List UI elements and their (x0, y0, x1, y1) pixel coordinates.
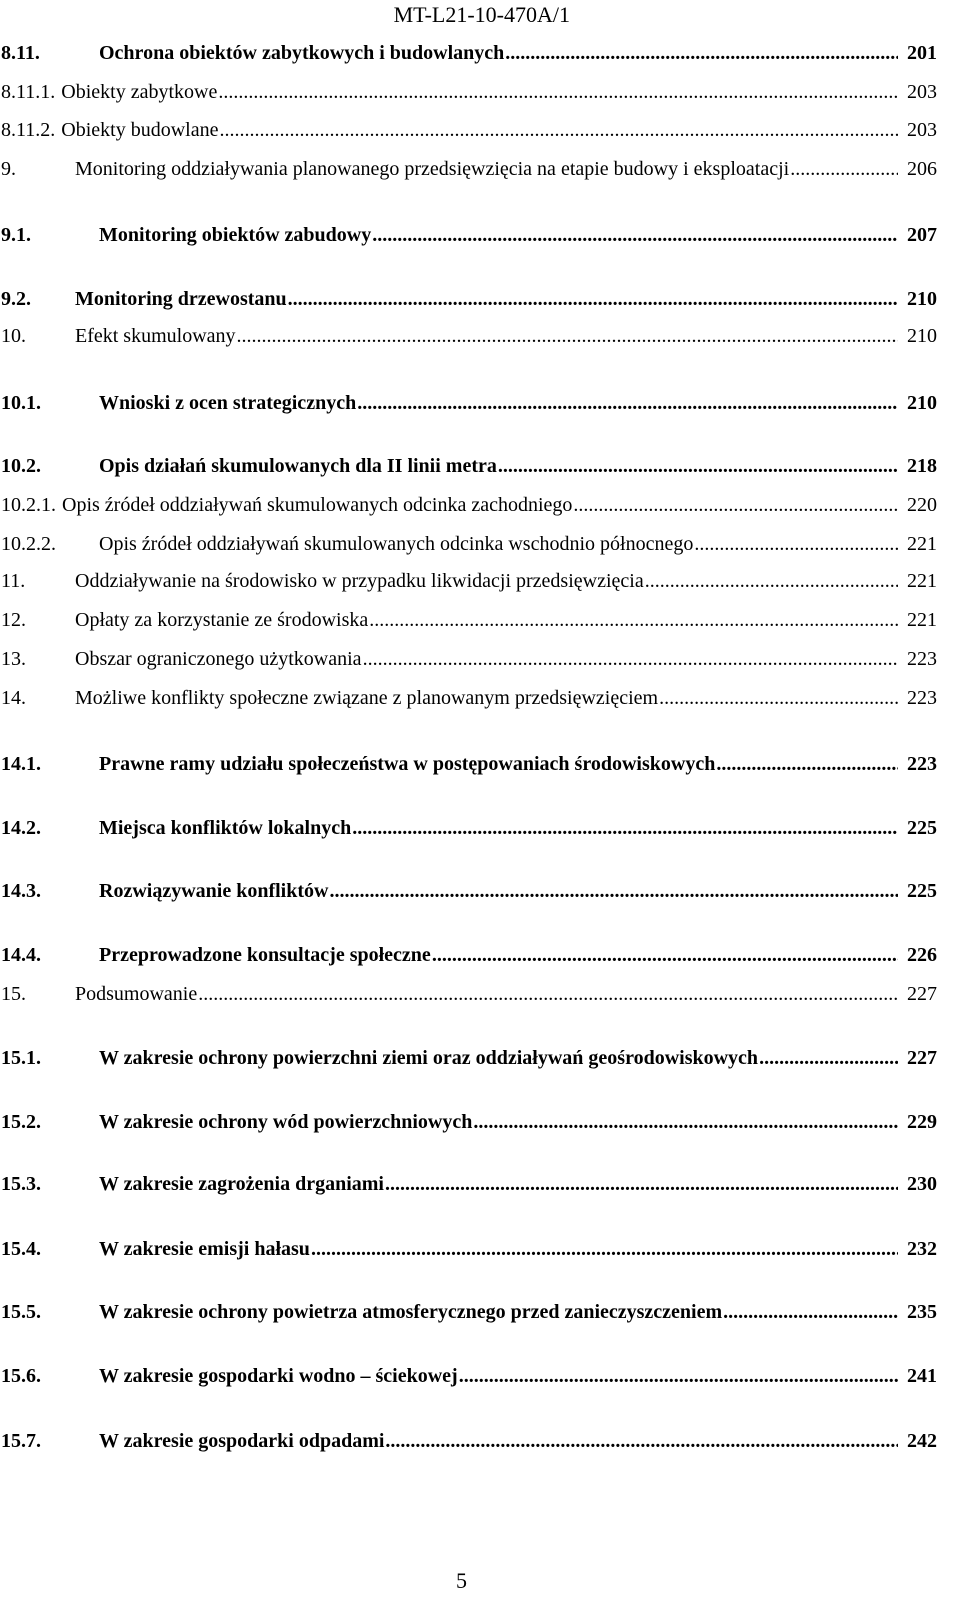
toc-title-line (75, 322, 900, 350)
toc-entry[interactable] (0, 491, 960, 519)
toc-entry[interactable] (0, 814, 960, 842)
toc-title-line (1, 491, 900, 519)
toc-dot-leader (219, 116, 898, 144)
toc-title-line (99, 1108, 900, 1136)
toc-page-number: 220 (907, 494, 937, 516)
toc-page-number: 242 (907, 1430, 937, 1452)
toc-dot-leader (790, 155, 898, 183)
toc-section-number: 14.1. (1, 753, 41, 775)
toc-section-number: 14.2. (1, 817, 41, 839)
toc-section-title: W zakresie zagrożenia drganiami (99, 1173, 384, 1195)
toc-section-title: Monitoring obiektów zabudowy (99, 224, 372, 246)
toc-dot-leader (198, 980, 898, 1008)
toc-section-title: W zakresie ochrony powierzchni ziemi oraz oddziaływań geośrodowiskowych (99, 1047, 759, 1069)
toc-title-line (99, 877, 900, 905)
toc-title-line (99, 452, 900, 480)
toc-entry[interactable] (0, 1170, 960, 1198)
toc-dot-leader (505, 39, 898, 67)
toc-section-number: 15.5. (1, 1301, 41, 1323)
toc-page-number: 221 (907, 533, 937, 555)
toc-section-title: Ochrona obiektów zabytkowych i budowlanych (99, 42, 505, 64)
toc-dot-leader (372, 221, 898, 249)
toc-section-number: 10. (1, 325, 26, 347)
toc-section-title: Opłaty za korzystanie ze środowiska (75, 609, 369, 631)
toc-entry[interactable] (0, 1362, 960, 1390)
toc-title-line (99, 530, 900, 558)
toc-section-number: 14.4. (1, 944, 41, 966)
toc-dot-leader (573, 491, 898, 519)
toc-section-number: 15.7. (1, 1430, 41, 1452)
toc-section-title: W zakresie gospodarki odpadami (99, 1430, 385, 1452)
toc-entry[interactable] (0, 78, 960, 106)
toc-section-number: 8.11.1. (1, 81, 56, 103)
toc-dot-leader (218, 78, 898, 106)
toc-title-line (75, 606, 900, 634)
toc-entry[interactable] (0, 322, 960, 350)
toc-title-line (99, 1044, 900, 1072)
toc-section-number: 14.3. (1, 880, 41, 902)
toc-page-number: 241 (907, 1365, 937, 1387)
toc-entry[interactable] (0, 567, 960, 595)
toc-entry[interactable] (0, 750, 960, 778)
toc-dot-leader (237, 322, 898, 350)
toc-page-number: 203 (907, 81, 937, 103)
toc-title-line (75, 980, 900, 1008)
toc-title-line (75, 567, 900, 595)
toc-page-number: 226 (907, 944, 937, 966)
toc-page-number: 232 (907, 1238, 937, 1260)
toc-section-title: Oddziaływanie na środowisko w przypadku likwidacji przedsięwzięcia (75, 570, 644, 592)
toc-title-line (75, 285, 900, 313)
toc-section-number: 13. (1, 648, 26, 670)
toc-entry[interactable] (0, 155, 960, 183)
toc-entry[interactable] (0, 389, 960, 417)
toc-section-title: Prawne ramy udziału społeczeństwa w postępowaniach środowiskowych (99, 753, 716, 775)
toc-section-title: Wnioski z ocen strategicznych (99, 392, 357, 414)
toc-dot-leader (645, 567, 898, 595)
toc-section-number: 11. (1, 570, 26, 592)
toc-section-title: Przeprowadzone konsultacje społeczne (99, 944, 431, 966)
toc-dot-leader (459, 1362, 898, 1390)
toc-title-line (75, 684, 900, 712)
toc-page-number: 223 (907, 753, 937, 775)
toc-section-number: 8.11. (1, 42, 40, 64)
toc-title-line (99, 1170, 900, 1198)
toc-page-number: 223 (907, 687, 937, 709)
toc-title-line (75, 645, 900, 673)
toc-page-number: 225 (907, 880, 937, 902)
toc-dot-leader (723, 1298, 898, 1326)
toc-page-number: 201 (907, 42, 937, 64)
toc-title-line (99, 750, 900, 778)
toc-section-number: 15.1. (1, 1047, 41, 1069)
toc-dot-leader (473, 1108, 898, 1136)
toc-entry[interactable] (0, 606, 960, 634)
toc-title-line (99, 1235, 900, 1263)
toc-section-title: Obszar ograniczonego użytkowania (75, 648, 362, 670)
page-number: 5 (456, 1568, 467, 1593)
toc-entry[interactable] (0, 530, 960, 558)
toc-section-number: 15. (1, 983, 26, 1005)
toc-section-number: 10.1. (1, 392, 41, 414)
toc-dot-leader (432, 941, 898, 969)
toc-dot-leader (329, 877, 898, 905)
toc-page-number: 235 (907, 1301, 937, 1323)
toc-entry[interactable] (0, 684, 960, 712)
toc-entry[interactable] (0, 39, 960, 67)
toc-section-number: 15.3. (1, 1173, 41, 1195)
toc-page-number: 210 (907, 288, 937, 310)
toc-section-number: 9.1. (1, 224, 31, 246)
toc-section-title: Możliwe konflikty społeczne związane z planowanym przedsięwzięciem (75, 687, 659, 709)
toc-section-number: 8.11.2. (1, 119, 56, 141)
toc-entry[interactable] (0, 452, 960, 480)
toc-section-title: Monitoring oddziaływania planowanego przedsięwzięcia na etapie budowy i eksploatacji (75, 158, 790, 180)
toc-section-title: W zakresie ochrony wód powierzchniowych (99, 1111, 473, 1133)
toc-title-line (99, 39, 900, 67)
toc-title-line (75, 155, 900, 183)
toc-title-line (1, 116, 900, 144)
toc-dot-leader (311, 1235, 898, 1263)
toc-entry[interactable] (0, 877, 960, 905)
toc-page-number: 203 (907, 119, 937, 141)
toc-section-title: Podsumowanie (75, 983, 198, 1005)
toc-section-title: Opis źródeł oddziaływań skumulowanych odcinka wschodnio północnego (99, 533, 694, 555)
toc-dot-leader (352, 814, 898, 842)
toc-title-line (99, 1427, 900, 1455)
toc-section-number: 9.2. (1, 288, 31, 310)
toc-section-title: W zakresie ochrony powietrza atmosferycznego przed zanieczyszczeniem (99, 1301, 723, 1323)
toc-title-line (99, 389, 900, 417)
toc-dot-leader (369, 606, 898, 634)
toc-dot-leader (659, 684, 898, 712)
toc-dot-leader (363, 645, 898, 673)
toc-page-number: 218 (907, 455, 937, 477)
toc-section-title: Obiekty budowlane (61, 119, 219, 141)
toc-section-number: 10.2.2. (1, 533, 56, 555)
toc-dot-leader (498, 452, 898, 480)
toc-section-number: 12. (1, 609, 26, 631)
toc-page-number: 210 (907, 392, 937, 414)
toc-page-number: 206 (907, 158, 937, 180)
toc-section-title: Monitoring drzewostanu (75, 288, 287, 310)
toc-page-number: 210 (907, 325, 937, 347)
toc-section-title: Efekt skumulowany (75, 325, 236, 347)
toc-entry[interactable] (0, 221, 960, 249)
toc-page-number: 207 (907, 224, 937, 246)
toc-title-line (99, 941, 900, 969)
toc-section-title: W zakresie emisji hałasu (99, 1238, 310, 1260)
toc-page-number: 223 (907, 648, 937, 670)
toc-section-title: W zakresie gospodarki wodno – ściekowej (99, 1365, 458, 1387)
toc-dot-leader (385, 1427, 898, 1455)
toc-section-title: Obiekty zabytkowe (61, 81, 218, 103)
toc-entry[interactable] (0, 1298, 960, 1326)
toc-page-number: 227 (907, 983, 937, 1005)
toc-entry[interactable] (0, 285, 960, 313)
toc-entry[interactable] (0, 116, 960, 144)
toc-title-line (99, 1298, 900, 1326)
toc-dot-leader (694, 530, 898, 558)
document-id-header: MT-L21-10-470A/1 (393, 2, 570, 27)
toc-section-title: Opis działań skumulowanych dla II linii metra (99, 455, 497, 477)
toc-entry[interactable] (0, 1044, 960, 1072)
toc-section-number: 15.6. (1, 1365, 41, 1387)
toc-section-title: Rozwiązywanie konfliktów (99, 880, 329, 902)
toc-dot-leader (716, 750, 898, 778)
toc-page-number: 227 (907, 1047, 937, 1069)
toc-title-line (1, 78, 900, 106)
toc-page-number: 225 (907, 817, 937, 839)
toc-dot-leader (288, 285, 898, 313)
toc-section-number: 14. (1, 687, 26, 709)
toc-page-number: 221 (907, 570, 937, 592)
toc-entry[interactable] (0, 645, 960, 673)
toc-section-number: 10.2. (1, 455, 41, 477)
toc-section-number: 10.2.1. (1, 494, 56, 516)
toc-entry[interactable] (0, 941, 960, 969)
toc-entry[interactable] (0, 1235, 960, 1263)
toc-entry[interactable] (0, 980, 960, 1008)
toc-section-number: 15.2. (1, 1111, 41, 1133)
toc-title-line (99, 814, 900, 842)
toc-section-title: Miejsca konfliktów lokalnych (99, 817, 352, 839)
toc-dot-leader (759, 1044, 898, 1072)
toc-entry[interactable] (0, 1108, 960, 1136)
toc-title-line (99, 1362, 900, 1390)
toc-title-line (99, 221, 900, 249)
toc-dot-leader (357, 389, 898, 417)
toc-section-number: 9. (1, 158, 16, 180)
toc-entry[interactable] (0, 1427, 960, 1455)
toc-section-title: Opis źródeł oddziaływań skumulowanych odcinka zachodniego (62, 494, 573, 516)
toc-page-number: 230 (907, 1173, 937, 1195)
toc-page-number: 221 (907, 609, 937, 631)
toc-page-number: 229 (907, 1111, 937, 1133)
toc-dot-leader (385, 1170, 898, 1198)
toc-section-number: 15.4. (1, 1238, 41, 1260)
